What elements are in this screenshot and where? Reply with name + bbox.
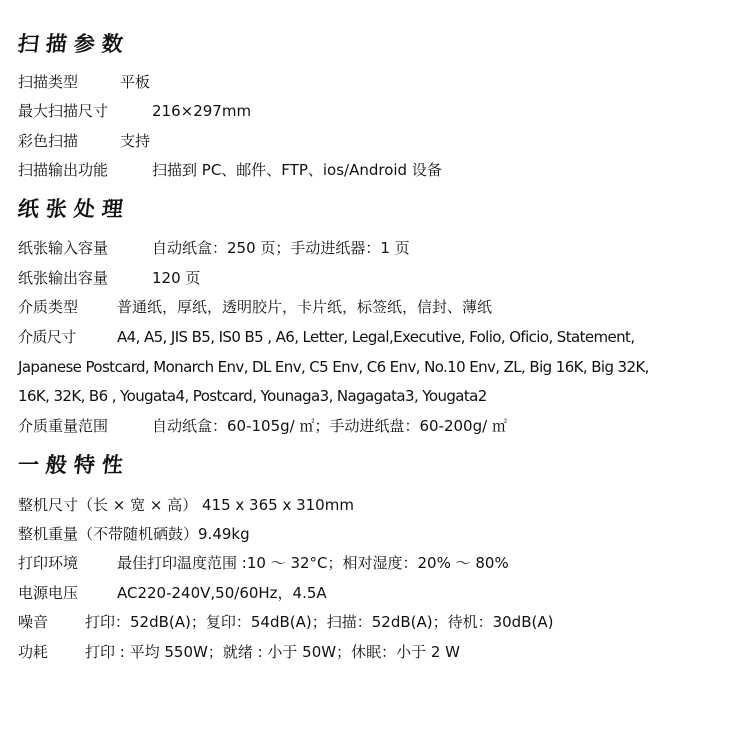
spec-row bbox=[18, 267, 738, 289]
spec-value: 415 x 365 x 310mm bbox=[202, 496, 354, 514]
spec-row bbox=[18, 494, 738, 516]
spec-label: 彩色扫描 bbox=[18, 132, 79, 150]
spec-row bbox=[18, 415, 738, 437]
spec-row bbox=[18, 611, 738, 633]
spec-value: 16K, 32K, B6 , Yougata4, Postcard, Younaga3, Nagagata3, Yougata2 bbox=[18, 387, 487, 405]
spec-label: 整机重量（不带随机硒鼓） bbox=[18, 525, 199, 543]
spec-row bbox=[18, 159, 738, 181]
spec-row bbox=[18, 100, 738, 122]
spec-value: 自动纸盒：250 页；手动进纸器：1 页 bbox=[152, 239, 410, 257]
spec-value: 最佳打印温度范围 :10 ～ 32°C；相对湿度：20% ～ 80% bbox=[117, 554, 509, 572]
spec-value: 普通纸，厚纸，透明胶片，卡片纸，标签纸，信封、薄纸 bbox=[117, 298, 493, 316]
spec-value: Japanese Postcard, Monarch Env, DL Env, C5 Env, C6 Env, No.10 Env, ZL, Big 16K, Big 32K, bbox=[18, 358, 649, 376]
spec-label: 打印环境 bbox=[18, 554, 79, 572]
spec-row bbox=[18, 552, 738, 574]
spec-value: 9.49kg bbox=[198, 525, 250, 543]
spec-label: 介质尺寸 bbox=[18, 328, 76, 346]
spec-value: 216×297mm bbox=[152, 102, 252, 120]
section-title-scan: 扫描参数 bbox=[16, 31, 132, 56]
spec-label: 纸张输入容量 bbox=[18, 239, 109, 257]
spec-label: 电源电压 bbox=[18, 584, 79, 602]
spec-value: 平板 bbox=[120, 73, 151, 91]
spec-value: AC220-240V,50/60Hz，4.5A bbox=[117, 584, 327, 602]
spec-value: 自动纸盒：60-105g/ ㎡；手动进纸盘：60-200g/ ㎡ bbox=[152, 417, 507, 435]
spec-row bbox=[18, 523, 738, 545]
spec-label: 整机尺寸（长 × 宽 × 高） bbox=[18, 496, 198, 514]
section-title-paper: 纸张处理 bbox=[16, 196, 132, 221]
spec-label: 介质类型 bbox=[18, 298, 79, 316]
spec-row bbox=[18, 582, 738, 604]
spec-row-continuation bbox=[18, 356, 738, 378]
spec-label: 纸张输出容量 bbox=[18, 269, 109, 287]
spec-label: 噪音 bbox=[18, 613, 49, 631]
spec-value: 扫描到 PC、邮件、FTP、ios/Android 设备 bbox=[152, 161, 442, 179]
spec-value: 打印 : 平均 550W；就绪 : 小于 50W；休眠：小于 2 W bbox=[85, 643, 461, 661]
spec-row bbox=[18, 71, 738, 93]
section-title-general: 一般特性 bbox=[16, 452, 132, 477]
spec-row bbox=[18, 296, 738, 318]
spec-label: 功耗 bbox=[18, 643, 49, 661]
spec-label: 扫描输出功能 bbox=[18, 161, 109, 179]
spec-label: 扫描类型 bbox=[18, 73, 79, 91]
spec-label: 最大扫描尺寸 bbox=[18, 102, 109, 120]
spec-label: 介质重量范围 bbox=[18, 417, 109, 435]
spec-row-continuation bbox=[18, 385, 738, 407]
spec-value: 120 页 bbox=[152, 269, 201, 287]
spec-row bbox=[18, 237, 738, 259]
spec-value: 支持 bbox=[120, 132, 151, 150]
spec-row bbox=[18, 641, 738, 663]
spec-value: 打印：52dB(A)；复印：54dB(A)；扫描：52dB(A)；待机：30dB(A) bbox=[85, 613, 554, 631]
spec-row bbox=[18, 326, 738, 348]
spec-value: A4, A5, JIS B5, IS0 B5 , A6, Letter, Legal,Executive, Folio, Oficio, Statement, bbox=[117, 328, 635, 346]
spec-row bbox=[18, 130, 738, 152]
